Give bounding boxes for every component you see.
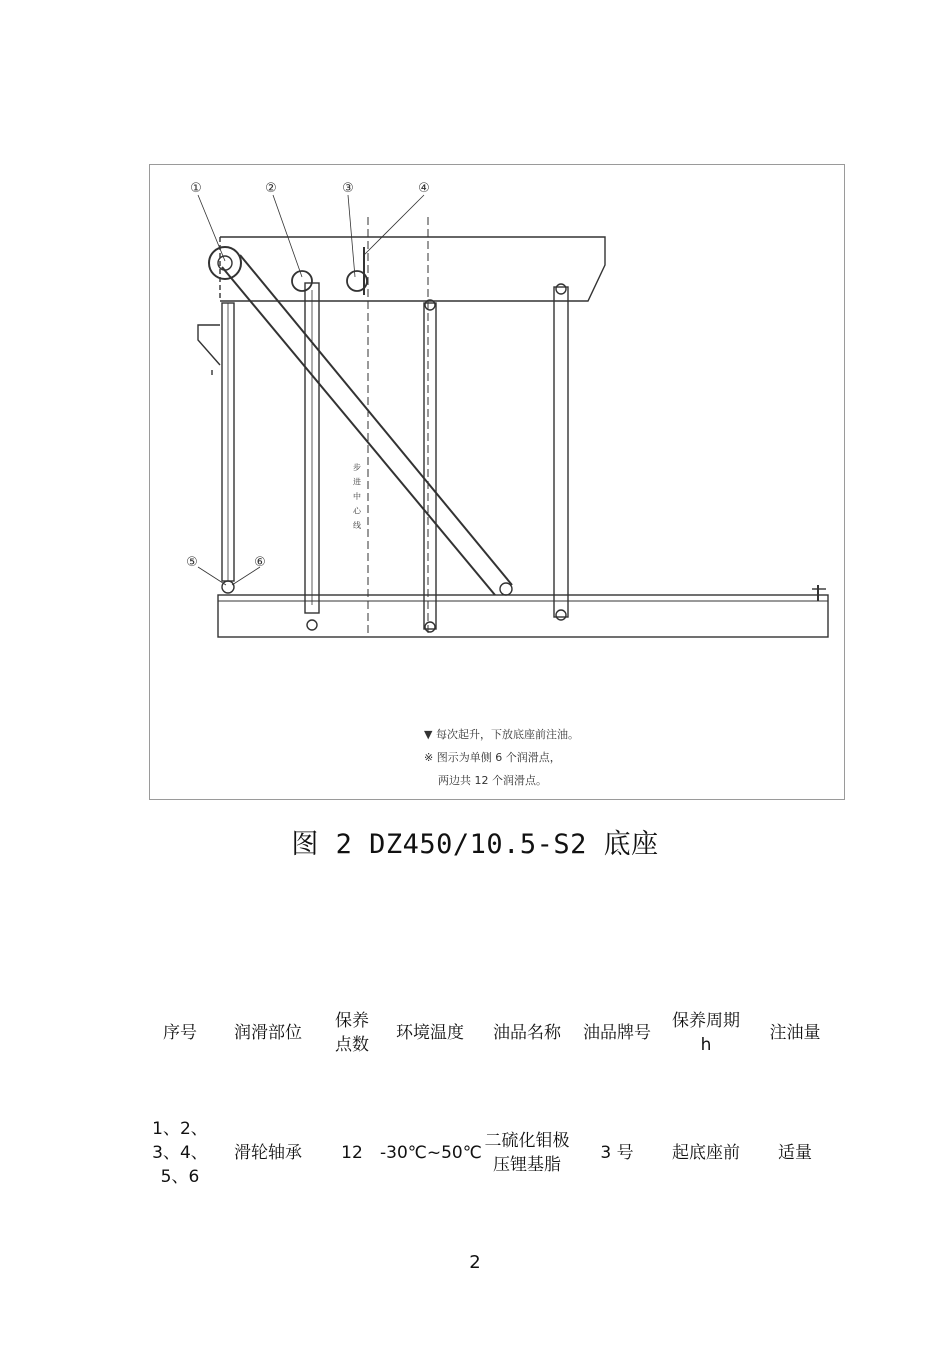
column-3 <box>424 303 436 629</box>
callout-3: ③ <box>342 181 354 196</box>
figure-caption: 图 2 DZ450/10.5-S2 底座 <box>291 829 659 860</box>
table-row <box>148 1108 838 1198</box>
lubrication-table <box>148 1000 838 1198</box>
page-number: 2 <box>469 1252 481 1273</box>
callout-4: ④ <box>418 181 430 196</box>
table-cell: -30℃~50℃ <box>380 1143 482 1163</box>
callout-6: ⑥ <box>254 555 266 570</box>
top-beam <box>220 237 605 301</box>
header-cell: 油品牌号 <box>583 1023 651 1043</box>
header-cell: 保养 点数 <box>335 1011 369 1055</box>
figure-note-2: ※ 图示为单侧 6 个润滑点， <box>424 751 561 764</box>
header-cell: 序号 <box>163 1023 197 1043</box>
column-4 <box>554 287 568 617</box>
table-cell: 12 <box>341 1143 363 1163</box>
header-cell: 注油量 <box>769 1023 821 1043</box>
callout-1: ① <box>190 181 202 196</box>
base-drawing <box>150 165 846 801</box>
table-cell: 二硫化钼极 压锂基脂 <box>484 1131 570 1175</box>
figure-frame <box>149 164 845 800</box>
table-cell: 滑轮轴承 <box>234 1143 302 1163</box>
pulley-1 <box>209 247 241 279</box>
center-line-label: 步 进 中 心 线 <box>352 463 362 532</box>
callout-2: ② <box>265 181 277 196</box>
header-cell: 保养周期 h <box>672 1011 740 1055</box>
pulley-2 <box>292 271 312 291</box>
table-cell: 适量 <box>778 1143 812 1163</box>
header-cell: 油品名称 <box>493 1023 561 1043</box>
callout-5: ⑤ <box>186 555 198 570</box>
header-cell: 环境温度 <box>396 1023 464 1043</box>
figure-note-3: 两边共 12 个润滑点。 <box>438 774 547 787</box>
table-cell: 1、2、 3、4、 5、6 <box>152 1119 208 1187</box>
header-cell: 润滑部位 <box>234 1023 302 1043</box>
table-header-row <box>148 1000 838 1066</box>
table-cell: 3 号 <box>600 1143 634 1163</box>
table-cell: 起底座前 <box>672 1143 740 1163</box>
figure-note-1: ▼ 每次起升，下放底座前注油。 <box>424 728 579 741</box>
